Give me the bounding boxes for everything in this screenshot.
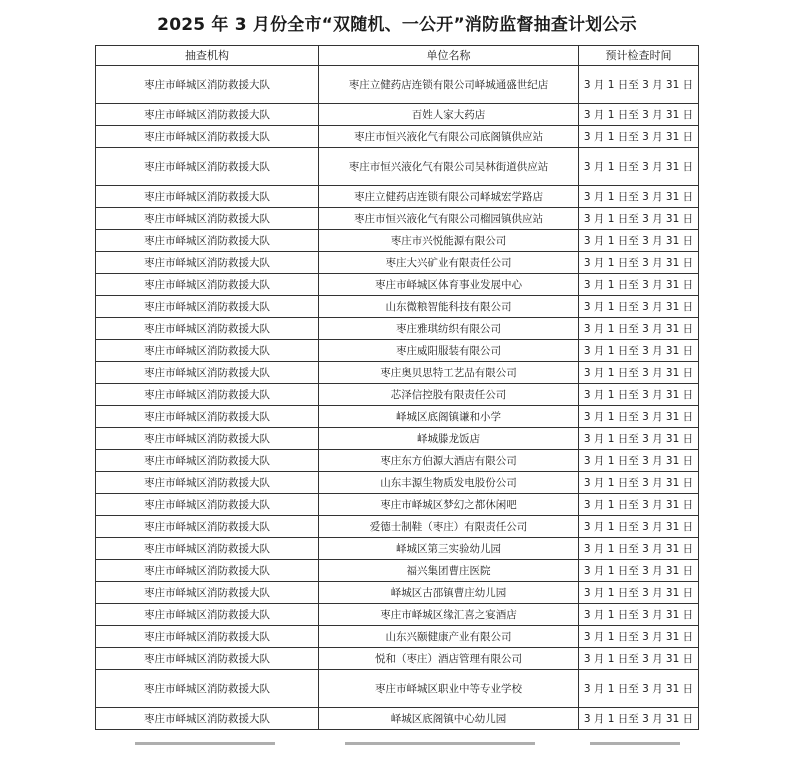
inspection-time-cell: 3 月 1 日至 3 月 31 日 [579,274,699,296]
agency-cell: 枣庄市峄城区消防救援大队 [96,296,319,318]
unit-name-cell: 峄城区第三实验幼儿园 [319,538,579,560]
unit-name-cell: 枣庄雅琪纺织有限公司 [319,318,579,340]
agency-cell: 枣庄市峄城区消防救援大队 [96,186,319,208]
table-row [96,428,699,450]
table-row [96,538,699,560]
inspection-time-cell: 3 月 1 日至 3 月 31 日 [579,516,699,538]
table-row [96,472,699,494]
table-row [96,626,699,648]
table-row [96,208,699,230]
agency-cell: 枣庄市峄城区消防救援大队 [96,516,319,538]
unit-name-cell: 峄城滕龙饭店 [319,428,579,450]
table-row [96,516,699,538]
inspection-time-cell: 3 月 1 日至 3 月 31 日 [579,208,699,230]
unit-name-cell: 山东微粮智能科技有限公司 [319,296,579,318]
agency-cell: 枣庄市峄城区消防救援大队 [96,626,319,648]
unit-name-cell: 枣庄立健药店连锁有限公司峄城通盛世纪店 [319,66,579,104]
table-row [96,340,699,362]
inspection-time-cell: 3 月 1 日至 3 月 31 日 [579,252,699,274]
table-body [96,66,699,730]
unit-name-cell: 枣庄市恒兴液化气有限公司底阁镇供应站 [319,126,579,148]
table-row [96,104,699,126]
inspection-time-cell: 3 月 1 日至 3 月 31 日 [579,406,699,428]
unit-name-cell: 枣庄市峄城区缘汇喜之宴酒店 [319,604,579,626]
inspection-time-cell: 3 月 1 日至 3 月 31 日 [579,66,699,104]
inspection-time-cell: 3 月 1 日至 3 月 31 日 [579,362,699,384]
agency-cell: 枣庄市峄城区消防救援大队 [96,362,319,384]
page-title: 2025 年 3 月份全市“双随机、一公开”消防监督抽查计划公示 [157,15,637,35]
unit-name-cell: 峄城区古邵镇曹庄幼儿园 [319,582,579,604]
unit-name-cell: 山东丰源生物质发电股份公司 [319,472,579,494]
inspection-time-cell: 3 月 1 日至 3 月 31 日 [579,494,699,516]
table-row [96,708,699,730]
agency-cell: 枣庄市峄城区消防救援大队 [96,340,319,362]
inspection-time-cell: 3 月 1 日至 3 月 31 日 [579,472,699,494]
unit-name-cell: 爱德士制鞋（枣庄）有限责任公司 [319,516,579,538]
unit-name-cell: 枣庄奥贝思特工艺品有限公司 [319,362,579,384]
unit-name-cell: 枣庄大兴矿业有限责任公司 [319,252,579,274]
header-unit-name: 单位名称 [319,46,579,66]
agency-cell: 枣庄市峄城区消防救援大队 [96,148,319,186]
agency-cell: 枣庄市峄城区消防救援大队 [96,274,319,296]
inspection-time-cell: 3 月 1 日至 3 月 31 日 [579,648,699,670]
unit-name-cell: 枣庄市恒兴液化气有限公司吴林街道供应站 [319,148,579,186]
inspection-time-cell: 3 月 1 日至 3 月 31 日 [579,670,699,708]
unit-name-cell: 山东兴颐健康产业有限公司 [319,626,579,648]
table-row [96,648,699,670]
unit-name-cell: 福兴集团曹庄医院 [319,560,579,582]
inspection-time-cell: 3 月 1 日至 3 月 31 日 [579,104,699,126]
table-row [96,66,699,104]
header-agency: 抽查机构 [96,46,319,66]
agency-cell: 枣庄市峄城区消防救援大队 [96,670,319,708]
unit-name-cell: 枣庄威阳服装有限公司 [319,340,579,362]
agency-cell: 枣庄市峄城区消防救援大队 [96,450,319,472]
table-row [96,450,699,472]
inspection-time-cell: 3 月 1 日至 3 月 31 日 [579,230,699,252]
inspection-time-cell: 3 月 1 日至 3 月 31 日 [579,126,699,148]
unit-name-cell: 峄城区底阁镇谦和小学 [319,406,579,428]
inspection-time-cell: 3 月 1 日至 3 月 31 日 [579,148,699,186]
table-row [96,186,699,208]
unit-name-cell: 枣庄市兴悦能源有限公司 [319,230,579,252]
table-row [96,318,699,340]
inspection-time-cell: 3 月 1 日至 3 月 31 日 [579,538,699,560]
unit-name-cell: 枣庄立健药店连锁有限公司峄城宏学路店 [319,186,579,208]
table-header-row [96,46,699,66]
unit-name-cell: 百姓人家大药店 [319,104,579,126]
agency-cell: 枣庄市峄城区消防救援大队 [96,560,319,582]
agency-cell: 枣庄市峄城区消防救援大队 [96,126,319,148]
agency-cell: 枣庄市峄城区消防救援大队 [96,104,319,126]
agency-cell: 枣庄市峄城区消防救援大队 [96,582,319,604]
truncated-next-row [95,740,698,770]
inspection-time-cell: 3 月 1 日至 3 月 31 日 [579,560,699,582]
inspection-plan-table [95,45,699,730]
inspection-time-cell: 3 月 1 日至 3 月 31 日 [579,384,699,406]
inspection-time-cell: 3 月 1 日至 3 月 31 日 [579,340,699,362]
header-inspection-time: 预计检查时间 [579,46,699,66]
table-row [96,582,699,604]
agency-cell: 枣庄市峄城区消防救援大队 [96,406,319,428]
agency-cell: 枣庄市峄城区消防救援大队 [96,384,319,406]
agency-cell: 枣庄市峄城区消防救援大队 [96,230,319,252]
agency-cell: 枣庄市峄城区消防救援大队 [96,648,319,670]
agency-cell: 枣庄市峄城区消防救援大队 [96,318,319,340]
inspection-time-cell: 3 月 1 日至 3 月 31 日 [579,708,699,730]
unit-name-cell: 枣庄市峄城区体育事业发展中心 [319,274,579,296]
table-row [96,126,699,148]
agency-cell: 枣庄市峄城区消防救援大队 [96,208,319,230]
table-row [96,362,699,384]
table-row [96,296,699,318]
inspection-time-cell: 3 月 1 日至 3 月 31 日 [579,318,699,340]
agency-cell: 枣庄市峄城区消防救援大队 [96,252,319,274]
table-row [96,148,699,186]
agency-cell: 枣庄市峄城区消防救援大队 [96,708,319,730]
table-row [96,230,699,252]
agency-cell: 枣庄市峄城区消防救援大队 [96,494,319,516]
unit-name-cell: 峄城区底阁镇中心幼儿园 [319,708,579,730]
unit-name-cell: 悦和（枣庄）酒店管理有限公司 [319,648,579,670]
unit-name-cell: 芯泽信控股有限责任公司 [319,384,579,406]
table-row [96,670,699,708]
unit-name-cell: 枣庄市恒兴液化气有限公司榴园镇供应站 [319,208,579,230]
table-row [96,274,699,296]
inspection-time-cell: 3 月 1 日至 3 月 31 日 [579,626,699,648]
agency-cell: 枣庄市峄城区消防救援大队 [96,604,319,626]
table-row [96,384,699,406]
agency-cell: 枣庄市峄城区消防救援大队 [96,472,319,494]
agency-cell: 枣庄市峄城区消防救援大队 [96,66,319,104]
inspection-time-cell: 3 月 1 日至 3 月 31 日 [579,296,699,318]
agency-cell: 枣庄市峄城区消防救援大队 [96,538,319,560]
unit-name-cell: 枣庄东方伯源大酒店有限公司 [319,450,579,472]
inspection-time-cell: 3 月 1 日至 3 月 31 日 [579,186,699,208]
table-row [96,252,699,274]
unit-name-cell: 枣庄市峄城区梦幻之都休闲吧 [319,494,579,516]
inspection-time-cell: 3 月 1 日至 3 月 31 日 [579,450,699,472]
unit-name-cell: 枣庄市峄城区职业中等专业学校 [319,670,579,708]
table-row [96,560,699,582]
table-row [96,494,699,516]
table-row [96,604,699,626]
inspection-time-cell: 3 月 1 日至 3 月 31 日 [579,428,699,450]
inspection-time-cell: 3 月 1 日至 3 月 31 日 [579,604,699,626]
inspection-time-cell: 3 月 1 日至 3 月 31 日 [579,582,699,604]
agency-cell: 枣庄市峄城区消防救援大队 [96,428,319,450]
table-row [96,406,699,428]
